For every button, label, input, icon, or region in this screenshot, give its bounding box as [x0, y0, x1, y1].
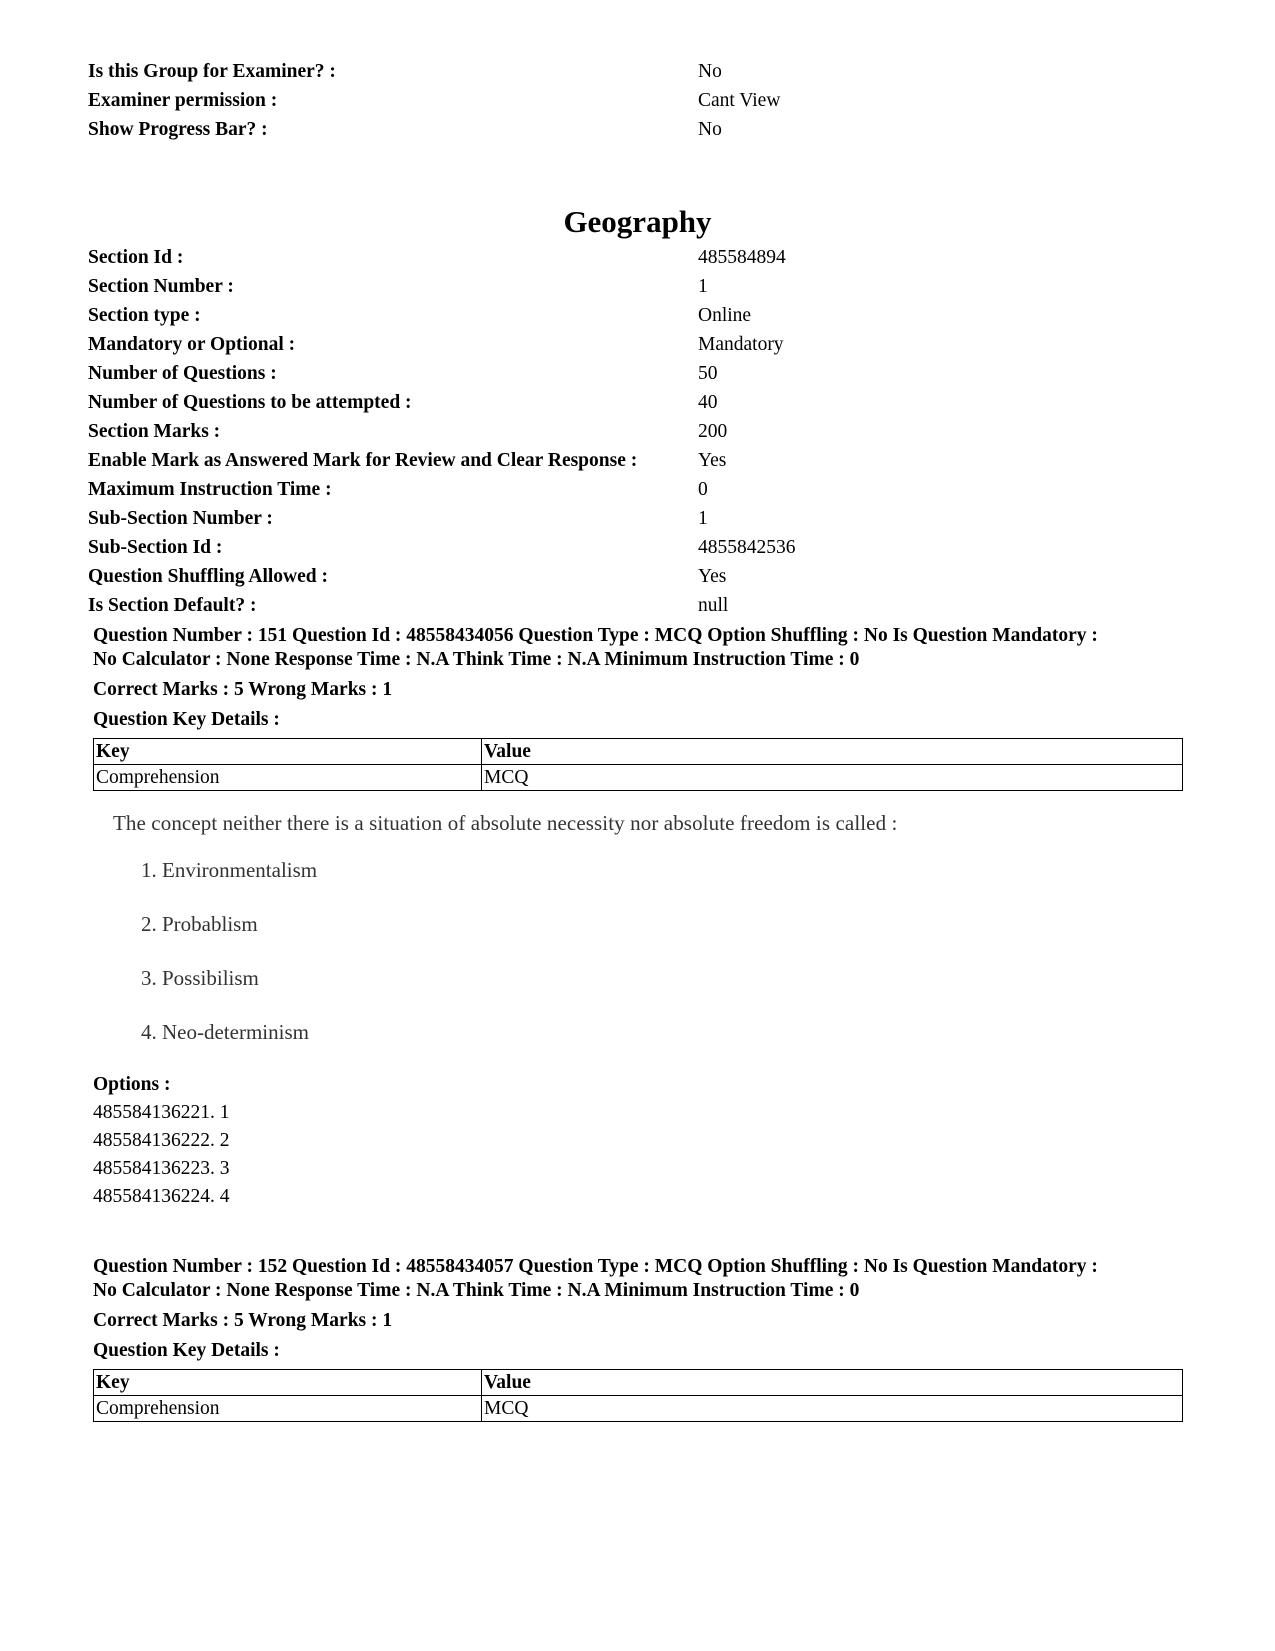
question-header-line: No Calculator : None Response Time : N.A Think Time : N.A Minimum Instruction Time : 0 — [93, 1280, 860, 1301]
kv-row — [88, 301, 1188, 330]
section-info-list — [88, 243, 1188, 620]
table-cell: Comprehension — [94, 765, 482, 791]
field-value: 0 — [698, 479, 708, 500]
kv-row — [88, 562, 1188, 591]
field-key: Section Number : — [88, 276, 234, 297]
field-key: Is this Group for Examiner? : — [88, 61, 336, 82]
table-cell: MCQ — [482, 765, 1183, 791]
field-key: Enable Mark as Answered Mark for Review and Clear Response : — [88, 450, 638, 471]
key-details-label: Question Key Details : — [93, 1340, 280, 1361]
field-value: Yes — [698, 566, 727, 587]
field-key: Number of Questions : — [88, 363, 277, 384]
question-block — [93, 624, 1183, 1211]
option-item: 485584136221. 1 — [93, 1102, 230, 1123]
option-item: 485584136224. 4 — [93, 1186, 230, 1207]
kv-row — [88, 57, 1188, 86]
choice-list — [141, 855, 1183, 1071]
field-value: 50 — [698, 363, 718, 384]
field-key: Sub-Section Number : — [88, 508, 273, 529]
choice-item: 3. Possibilism — [141, 966, 259, 990]
field-value: No — [698, 119, 722, 140]
options-label: Options : — [93, 1074, 171, 1095]
kv-row — [88, 330, 1188, 359]
kv-row — [88, 591, 1188, 620]
group-info-list — [88, 57, 1188, 144]
section-title: Geography — [563, 204, 712, 239]
choice-item: 1. Environmentalism — [141, 858, 318, 882]
table-header-cell: Key — [94, 1370, 482, 1396]
key-details-label: Question Key Details : — [93, 709, 280, 730]
table-cell: MCQ — [482, 1396, 1183, 1422]
question-marks: Correct Marks : 5 Wrong Marks : 1 — [93, 679, 393, 700]
table-row — [94, 1396, 1183, 1422]
option-item: 485584136223. 3 — [93, 1158, 230, 1179]
field-value: 40 — [698, 392, 718, 413]
field-key: Show Progress Bar? : — [88, 119, 268, 140]
field-value: 485584894 — [698, 247, 786, 268]
field-key: Sub-Section Id : — [88, 537, 223, 558]
kv-row — [88, 388, 1188, 417]
question-header-line: No Calculator : None Response Time : N.A Think Time : N.A Minimum Instruction Time : 0 — [93, 649, 860, 670]
kv-row — [88, 272, 1188, 301]
kv-row — [88, 359, 1188, 388]
field-value: No — [698, 61, 722, 82]
table-row — [94, 765, 1183, 791]
key-details-table — [93, 1369, 1183, 1422]
table-header-cell: Value — [482, 739, 1183, 765]
kv-row — [88, 417, 1188, 446]
field-value: 1 — [698, 276, 708, 297]
kv-row — [88, 504, 1188, 533]
table-header-cell: Key — [94, 739, 482, 765]
kv-row — [88, 86, 1188, 115]
field-key: Question Shuffling Allowed : — [88, 566, 329, 587]
field-key: Section Id : — [88, 247, 184, 268]
option-item: 485584136222. 2 — [93, 1130, 230, 1151]
field-value: Cant View — [698, 90, 781, 111]
field-value: Yes — [698, 450, 727, 471]
choice-item: 4. Neo-determinism — [141, 1020, 309, 1044]
table-header-cell: Value — [482, 1370, 1183, 1396]
field-value: 1 — [698, 508, 708, 529]
field-value: 4855842536 — [698, 537, 796, 558]
table-header-row — [94, 1370, 1183, 1396]
kv-row — [88, 115, 1188, 144]
question-header — [93, 624, 1183, 672]
table-header-row — [94, 739, 1183, 765]
kv-row — [88, 243, 1188, 272]
field-key: Mandatory or Optional : — [88, 334, 296, 355]
field-value: Mandatory — [698, 334, 784, 355]
table-cell: Comprehension — [94, 1396, 482, 1422]
field-key: Number of Questions to be attempted : — [88, 392, 412, 413]
field-value: Online — [698, 305, 752, 326]
question-header — [93, 1255, 1183, 1303]
field-key: Examiner permission : — [88, 90, 278, 111]
question-header-line: Question Number : 152 Question Id : 48558434057 Question Type : MCQ Option Shuffling : No Is Question Mandatory : — [93, 1256, 1098, 1277]
question-stem: The concept neither there is a situation of absolute necessity nor absolute freedom is called : — [113, 811, 898, 835]
kv-row — [88, 475, 1188, 504]
field-key: Is Section Default? : — [88, 595, 257, 616]
field-key: Maximum Instruction Time : — [88, 479, 332, 500]
kv-row — [88, 446, 1188, 475]
question-header-line: Question Number : 151 Question Id : 48558434056 Question Type : MCQ Option Shuffling : No Is Question Mandatory : — [93, 625, 1098, 646]
kv-row — [88, 533, 1188, 562]
field-value: 200 — [698, 421, 728, 442]
question-marks: Correct Marks : 5 Wrong Marks : 1 — [93, 1310, 393, 1331]
field-key: Section type : — [88, 305, 201, 326]
field-key: Section Marks : — [88, 421, 221, 442]
question-block — [93, 1255, 1183, 1422]
field-value: null — [698, 595, 729, 616]
key-details-table — [93, 738, 1183, 791]
choice-item: 2. Probablism — [141, 912, 258, 936]
options-list — [93, 1099, 1183, 1211]
